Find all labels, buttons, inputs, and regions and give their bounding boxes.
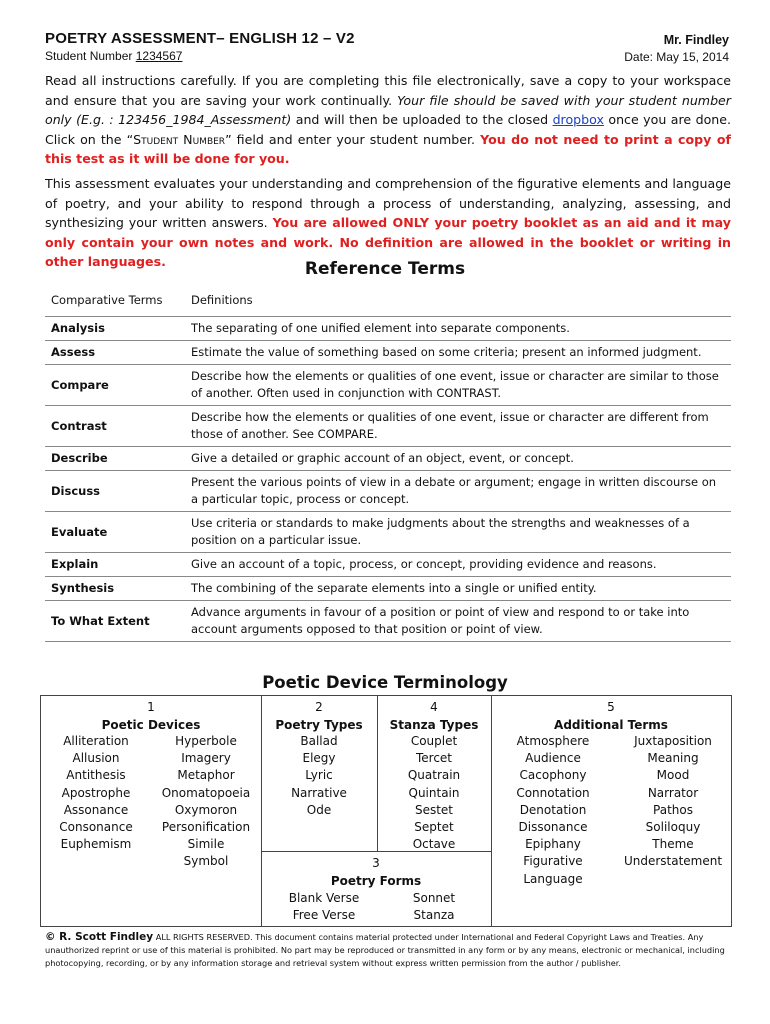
column-5-number: 5	[607, 700, 615, 714]
stanza-types-list	[377, 733, 491, 853]
table-row	[45, 553, 731, 577]
copyright-footer	[45, 931, 735, 970]
column-header-term: Comparative Terms	[45, 288, 185, 317]
list-item: Sonnet	[412, 891, 456, 905]
definition-cell: Give a detailed or graphic account of an object, event, or concept.	[185, 447, 731, 471]
term-cell: Evaluate	[45, 512, 185, 553]
column-header-definition: Definitions	[185, 288, 731, 317]
definition-cell: The combining of the separate elements into a single or unified entity.	[185, 577, 731, 601]
list-item: Denotation	[519, 802, 587, 817]
list-item: Antithesis	[66, 768, 126, 783]
list-item: Simile	[187, 837, 225, 852]
aid-notice: You are allowed ONLY your poetry booklet as an aid and it may only contain your own notes and work. No definition are allowed in the booklet or writing in other languages.	[45, 215, 731, 269]
assessment-text: This assessment evaluates your understanding and comprehension of the figurative elements and language of poetry, and your ability to respond through a process of understanding, analyzing, assessing, and synthesizing your written answers.	[45, 176, 731, 230]
assessment-paragraph	[45, 174, 731, 272]
table-row	[45, 471, 731, 512]
student-number-label: Student Number	[45, 49, 133, 63]
term-cell: Discuss	[45, 471, 185, 512]
poetry-forms-list-left	[269, 890, 379, 924]
definition-cell: The separating of one unified element into separate components.	[185, 317, 731, 341]
list-item: Theme	[652, 837, 694, 852]
definition-cell: Advance arguments in favour of a position or point of view and respond to or take into account arguments opposed to that position or point of view.	[185, 601, 731, 642]
instructions-text: ” field and enter your student number.	[225, 131, 481, 147]
copyright-text: ALL RIGHTS RESERVED. This document contains material protected under International and Federal Copyright Laws and Treaties. Any unauthorized reprint or use of this material is prohibited. No part may be reproduced or transmitted in any form or by any means, electronic or mechanical, including photocopying, recording, or by any information storage and retrieval system without express written permission from the author / publisher.	[45, 932, 725, 968]
poetry-forms-list-right	[379, 890, 489, 924]
list-item: Free Verse	[292, 908, 356, 923]
dropbox-link[interactable]: dropbox	[552, 112, 604, 127]
list-item: Tercet	[415, 751, 453, 766]
instructions-text: and will then be uploaded to the closed	[291, 112, 553, 127]
instructions-text: Read all instructions carefully. If you are completing this file electronically, save a copy to your workspace and ensure that you are saving your work continually.	[45, 73, 731, 108]
list-item: Allusion	[72, 751, 120, 766]
definition-cell: Estimate the value of something based on some criteria; present an informed judgment.	[185, 341, 731, 365]
column-4-header	[377, 698, 491, 734]
page-title: POETRY ASSESSMENT– ENGLISH 12 – V2	[45, 30, 355, 47]
list-item: Symbol	[183, 854, 229, 869]
list-item: Narrator	[647, 785, 699, 800]
column-4-heading: Stanza Types	[389, 718, 479, 732]
reference-terms-table	[45, 288, 731, 642]
assessment-date: Date: May 15, 2014	[624, 50, 729, 64]
poetry-types-list	[261, 733, 377, 819]
list-item: Language	[523, 871, 583, 886]
list-item: Consonance	[59, 820, 133, 835]
list-item: Oxymoron	[174, 802, 238, 817]
list-item: Blank Verse	[288, 891, 360, 905]
column-5-heading: Additional Terms	[554, 718, 668, 732]
table-row	[45, 577, 731, 601]
list-item: Lyric	[305, 768, 333, 783]
definition-cell: Describe how the elements or qualities of one event, issue or character are different from those of another. See COMPARE.	[185, 406, 731, 447]
term-cell: Contrast	[45, 406, 185, 447]
term-cell: Assess	[45, 341, 185, 365]
list-item: Couplet	[410, 734, 458, 748]
list-item: Alliteration	[63, 734, 129, 748]
print-notice: You do not need to print a copy of this test as it will be done for you.	[45, 131, 731, 166]
definition-cell: Present the various points of view in a debate or argument; engage in written discourse on a particular topic, process or concept.	[185, 471, 731, 512]
list-item: Hyperbole	[175, 734, 237, 748]
list-item: Narrative	[291, 785, 347, 800]
list-item: Dissonance	[518, 820, 588, 835]
list-item: Elegy	[302, 751, 336, 766]
column-1-number: 1	[147, 700, 155, 714]
list-item: Pathos	[653, 802, 693, 817]
term-cell: To What Extent	[45, 601, 185, 642]
list-item: Onomatopoeia	[161, 785, 251, 800]
additional-terms-list-left	[491, 733, 615, 888]
list-item: Octave	[412, 837, 456, 852]
column-2-heading: Poetry Types	[275, 718, 363, 732]
term-cell: Describe	[45, 447, 185, 471]
table-row	[45, 601, 731, 642]
list-item: Apostrophe	[61, 785, 131, 800]
student-number-field[interactable]	[45, 49, 182, 63]
table-row	[45, 365, 731, 406]
column-1-header	[41, 698, 261, 734]
copyright-holder: © R. Scott Findley	[45, 931, 154, 943]
column-4-number: 4	[430, 700, 438, 714]
list-item: Euphemism	[60, 837, 132, 852]
list-item: Metaphor	[177, 768, 235, 783]
column-3-header	[261, 854, 491, 890]
list-item: Audience	[525, 751, 581, 766]
column-5-header	[491, 698, 731, 734]
table-row	[45, 447, 731, 471]
instructions-text: once you are done. Click on the “	[45, 112, 732, 147]
list-item: Soliloquy	[645, 820, 701, 835]
list-item: Figurative	[523, 854, 583, 869]
definition-cell: Use criteria or standards to make judgments about the strengths and weaknesses of a position on a particular issue.	[185, 512, 731, 553]
list-item: Understatement	[623, 854, 723, 869]
teacher-name: Mr. Findley	[663, 33, 729, 47]
table-row	[45, 512, 731, 553]
column-3-heading: Poetry Forms	[330, 874, 422, 888]
poetic-devices-list-right	[151, 733, 261, 871]
reference-terms-title: Reference Terms	[304, 259, 466, 279]
table-row	[45, 406, 731, 447]
definition-cell: Give an account of a topic, process, or concept, providing evidence and reasons.	[185, 553, 731, 577]
term-cell: Compare	[45, 365, 185, 406]
list-item: Stanza	[413, 908, 455, 923]
poetic-device-table	[40, 695, 732, 927]
list-item: Juxtaposition	[634, 734, 712, 748]
list-item: Ballad	[300, 734, 338, 748]
term-cell: Explain	[45, 553, 185, 577]
table-header-row	[45, 288, 731, 317]
column-3-number: 3	[372, 856, 380, 870]
list-item: Cacophony	[519, 768, 587, 783]
list-item: Epiphany	[525, 837, 581, 852]
instructions-paragraph	[45, 71, 731, 169]
poetic-device-title: Poetic Device Terminology	[262, 673, 508, 692]
student-number-value[interactable]: 1234567	[135, 49, 183, 63]
column-2-header	[261, 698, 377, 734]
list-item: Sestet	[414, 802, 454, 817]
list-item: Ode	[306, 802, 332, 817]
list-item: Mood	[656, 768, 690, 783]
list-item: Imagery	[181, 751, 231, 766]
definition-cell: Describe how the elements or qualities of one event, issue or character are similar to those of another. Often used in conjunction with CONTRAST.	[185, 365, 731, 406]
table-row	[45, 317, 731, 341]
table-row	[45, 341, 731, 365]
term-cell: Analysis	[45, 317, 185, 341]
list-item: Atmosphere	[516, 734, 590, 748]
column-1-heading: Poetic Devices	[101, 718, 201, 732]
term-cell: Synthesis	[45, 577, 185, 601]
list-item: Septet	[414, 820, 454, 835]
list-item: Connotation	[516, 785, 590, 800]
list-item: Personification	[161, 820, 251, 835]
additional-terms-list-right	[615, 733, 731, 871]
field-name: Student Number	[133, 131, 226, 147]
list-item: Assonance	[63, 802, 129, 817]
list-item: Meaning	[647, 751, 699, 766]
list-item: Quintain	[408, 785, 460, 800]
file-naming-instruction: Your file should be saved with your student number only (E.g. : 123456_1984_Assessment)	[45, 92, 731, 127]
column-2-number: 2	[315, 700, 323, 714]
list-item: Quatrain	[407, 768, 461, 783]
poetic-devices-list-left	[41, 733, 151, 853]
